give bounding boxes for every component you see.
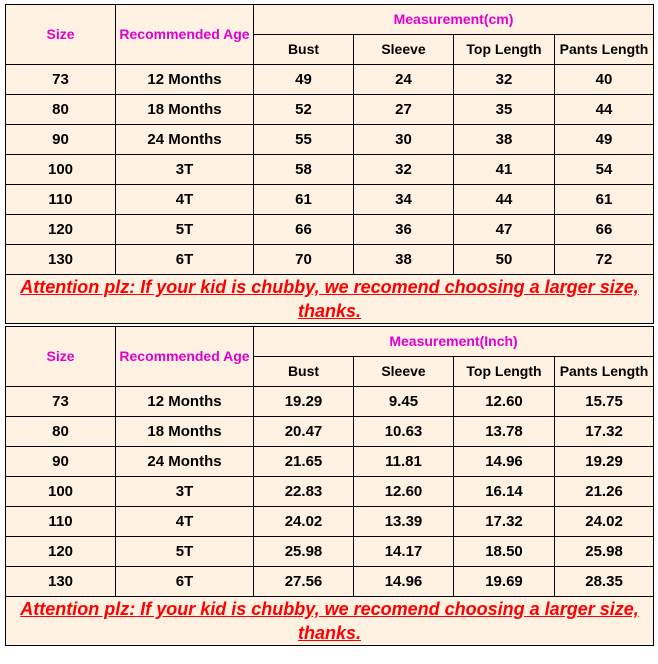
size-cell: 80 (6, 417, 116, 447)
sleeve-cell: 9.45 (354, 387, 454, 417)
age-cell: 18 Months (116, 417, 254, 447)
size-chart (5, 4, 653, 646)
sleeve-cell: 12.60 (354, 477, 454, 507)
size-cell: 130 (6, 245, 116, 275)
pants-length-cell: 17.32 (555, 417, 654, 447)
size-cell: 100 (6, 155, 116, 185)
attention-note: Attention plz: If your kid is chubby, we recomend choosing a larger size, thanks. (6, 275, 654, 324)
size-cell: 90 (6, 447, 116, 477)
pants-length-cell: 61 (555, 185, 654, 215)
size-cell: 130 (6, 567, 116, 597)
table-row (6, 507, 654, 537)
bust-cell: 19.29 (254, 387, 354, 417)
table-row (6, 417, 654, 447)
age-cell: 6T (116, 245, 254, 275)
attention-row (6, 597, 654, 646)
bust-cell: 49 (254, 65, 354, 95)
bust-cell: 61 (254, 185, 354, 215)
sleeve-cell: 13.39 (354, 507, 454, 537)
top-length-cell: 35 (454, 95, 555, 125)
sleeve-cell: 32 (354, 155, 454, 185)
attention-note: Attention plz: If your kid is chubby, we recomend choosing a larger size, thanks. (6, 597, 654, 646)
sleeve-cell: 14.17 (354, 537, 454, 567)
bust-cell: 55 (254, 125, 354, 155)
sleeve-cell: 36 (354, 215, 454, 245)
pants-length-cell: 25.98 (555, 537, 654, 567)
sleeve-header: Sleeve (354, 35, 454, 65)
pants-length-cell: 15.75 (555, 387, 654, 417)
size-cell: 120 (6, 537, 116, 567)
bust-header: Bust (254, 357, 354, 387)
bust-cell: 24.02 (254, 507, 354, 537)
age-header: Recommended Age (116, 5, 254, 65)
table-row (6, 447, 654, 477)
bust-cell: 66 (254, 215, 354, 245)
sleeve-cell: 14.96 (354, 567, 454, 597)
size-cell: 110 (6, 185, 116, 215)
top-length-cell: 16.14 (454, 477, 555, 507)
size-header: Size (6, 5, 116, 65)
age-cell: 24 Months (116, 125, 254, 155)
size-header: Size (6, 327, 116, 387)
age-cell: 12 Months (116, 65, 254, 95)
table-row (6, 387, 654, 417)
sleeve-cell: 30 (354, 125, 454, 155)
age-cell: 18 Months (116, 95, 254, 125)
size-cell: 110 (6, 507, 116, 537)
table-row (6, 567, 654, 597)
pants-length-cell: 44 (555, 95, 654, 125)
sleeve-cell: 24 (354, 65, 454, 95)
table-row (6, 537, 654, 567)
table-row (6, 245, 654, 275)
top-length-cell: 17.32 (454, 507, 555, 537)
size-cell: 120 (6, 215, 116, 245)
size-cell: 73 (6, 387, 116, 417)
size-cell: 100 (6, 477, 116, 507)
size-cell: 73 (6, 65, 116, 95)
table-row (6, 215, 654, 245)
table-row (6, 125, 654, 155)
age-cell: 3T (116, 155, 254, 185)
table-row (6, 185, 654, 215)
age-cell: 3T (116, 477, 254, 507)
bust-header: Bust (254, 35, 354, 65)
top-length-cell: 38 (454, 125, 555, 155)
pants-length-cell: 21.26 (555, 477, 654, 507)
bust-cell: 27.56 (254, 567, 354, 597)
sleeve-cell: 11.81 (354, 447, 454, 477)
age-cell: 24 Months (116, 447, 254, 477)
top-length-header: Top Length (454, 35, 555, 65)
table-row (6, 65, 654, 95)
top-length-cell: 32 (454, 65, 555, 95)
bust-cell: 25.98 (254, 537, 354, 567)
sleeve-cell: 38 (354, 245, 454, 275)
pants-length-cell: 19.29 (555, 447, 654, 477)
pants-length-cell: 54 (555, 155, 654, 185)
top-length-cell: 44 (454, 185, 555, 215)
top-length-cell: 13.78 (454, 417, 555, 447)
size-table-cm (5, 4, 654, 324)
pants-length-cell: 24.02 (555, 507, 654, 537)
pants-length-cell: 49 (555, 125, 654, 155)
bust-cell: 20.47 (254, 417, 354, 447)
attention-row (6, 275, 654, 324)
bust-cell: 52 (254, 95, 354, 125)
top-length-cell: 41 (454, 155, 555, 185)
header-row (6, 327, 654, 357)
bust-cell: 22.83 (254, 477, 354, 507)
sleeve-cell: 10.63 (354, 417, 454, 447)
pants-length-cell: 66 (555, 215, 654, 245)
measurement-cm-header: Measurement(cm) (254, 5, 654, 35)
size-cell: 90 (6, 125, 116, 155)
sleeve-cell: 34 (354, 185, 454, 215)
top-length-cell: 47 (454, 215, 555, 245)
top-length-cell: 18.50 (454, 537, 555, 567)
size-cell: 80 (6, 95, 116, 125)
age-cell: 5T (116, 537, 254, 567)
pants-length-header: Pants Length (555, 35, 654, 65)
measurement-inch-header: Measurement(Inch) (254, 327, 654, 357)
age-cell: 4T (116, 507, 254, 537)
age-cell: 6T (116, 567, 254, 597)
header-row (6, 5, 654, 35)
size-table-inch (5, 326, 654, 646)
age-cell: 12 Months (116, 387, 254, 417)
table-row (6, 477, 654, 507)
bust-cell: 21.65 (254, 447, 354, 477)
top-length-header: Top Length (454, 357, 555, 387)
table-row (6, 155, 654, 185)
table-row (6, 95, 654, 125)
age-header: Recommended Age (116, 327, 254, 387)
age-cell: 4T (116, 185, 254, 215)
sleeve-header: Sleeve (354, 357, 454, 387)
bust-cell: 70 (254, 245, 354, 275)
top-length-cell: 19.69 (454, 567, 555, 597)
top-length-cell: 12.60 (454, 387, 555, 417)
pants-length-cell: 40 (555, 65, 654, 95)
sleeve-cell: 27 (354, 95, 454, 125)
bust-cell: 58 (254, 155, 354, 185)
pants-length-cell: 28.35 (555, 567, 654, 597)
pants-length-cell: 72 (555, 245, 654, 275)
top-length-cell: 14.96 (454, 447, 555, 477)
age-cell: 5T (116, 215, 254, 245)
top-length-cell: 50 (454, 245, 555, 275)
pants-length-header: Pants Length (555, 357, 654, 387)
